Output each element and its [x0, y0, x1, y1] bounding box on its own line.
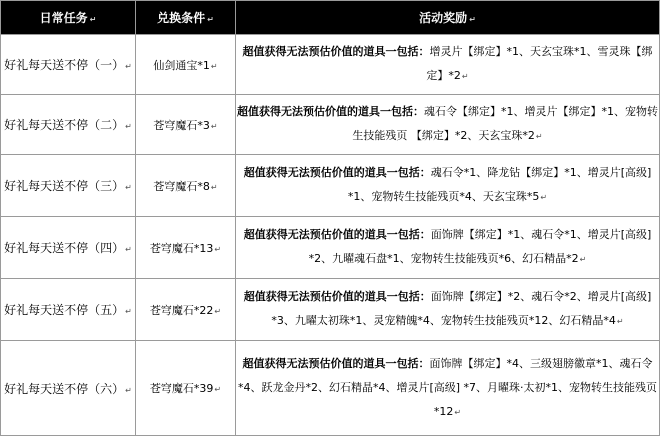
reward-lead: 超值获得无法预估价值的道具一包括：	[242, 356, 430, 370]
table-row	[1, 155, 660, 217]
header-task: 日常任务 ↵	[1, 1, 136, 35]
task-cell: 好礼每天送不停（六）↵	[1, 341, 136, 436]
header-row	[1, 1, 660, 35]
header-condition: 兑换条件 ↵	[136, 1, 236, 35]
condition-cell: 苍穹魔石*8↵	[136, 155, 236, 217]
condition-cell: 苍穹魔石*3↵	[136, 95, 236, 155]
table-row	[1, 341, 660, 436]
condition-cell: 苍穹魔石*22↵	[136, 279, 236, 341]
task-cell: 好礼每天送不停（四）↵	[1, 217, 136, 279]
reward-cell: 超值获得无法预估价值的道具一包括：魂石令*1、降龙钻【绑定】*1、增灵片[高级] *1、宠物转生技能残页*4、天玄宝珠*5↵	[236, 155, 660, 217]
reward-cell: 超值获得无法预估价值的道具一包括：面饰牌【绑定】*4、三级翅膀徽章*1、魂石令*4、跃龙金丹*2、幻石精晶*4、增灵片[高级] *7、月曜珠·太初*1、宠物转生技能残页*12↵	[236, 341, 660, 436]
reward-lead: 超值获得无法预估价值的道具一包括：	[243, 228, 431, 241]
condition-cell: 苍穹魔石*13↵	[136, 217, 236, 279]
table-row	[1, 217, 660, 279]
reward-lead: 超值获得无法预估价值的道具一包括：	[242, 45, 430, 58]
table-row	[1, 35, 660, 95]
condition-cell: 苍穹魔石*39↵	[136, 341, 236, 436]
reward-lead: 超值获得无法预估价值的道具一包括：	[237, 105, 424, 118]
reward-cell: 超值获得无法预估价值的道具一包括：面饰牌【绑定】*2、魂石令*2、增灵片[高级] *3、九曜太初珠*1、灵宠精魄*4、宠物转生技能残页*12、幻石精晶*4↵	[236, 279, 660, 341]
reward-lead: 超值获得无法预估价值的道具一包括：	[243, 166, 431, 179]
table-row	[1, 279, 660, 341]
task-cell: 好礼每天送不停（一）↵	[1, 35, 136, 95]
task-cell: 好礼每天送不停（三）↵	[1, 155, 136, 217]
reward-cell: 超值获得无法预估价值的道具一包括：面饰牌【绑定】*1、魂石令*1、增灵片[高级] *2、九曜魂石盘*1、宠物转生技能残页*6、幻石精晶*2↵	[236, 217, 660, 279]
table-row	[1, 95, 660, 155]
condition-cell: 仙剑通宝*1↵	[136, 35, 236, 95]
reward-lead: 超值获得无法预估价值的道具一包括：	[243, 290, 431, 303]
reward-cell: 超值获得无法预估价值的道具一包括：魂石令【绑定】*1、增灵片【绑定】*1、宠物转生技能残页 【绑定】*2、天玄宝珠*2↵	[236, 95, 660, 155]
header-reward: 活动奖励 ↵	[236, 1, 660, 35]
task-cell: 好礼每天送不停（二）↵	[1, 95, 136, 155]
task-cell: 好礼每天送不停（五）↵	[1, 279, 136, 341]
reward-cell: 超值获得无法预估价值的道具一包括：增灵片【绑定】*1、天玄宝珠*1、雪灵珠【绑定】*2↵	[236, 35, 660, 95]
